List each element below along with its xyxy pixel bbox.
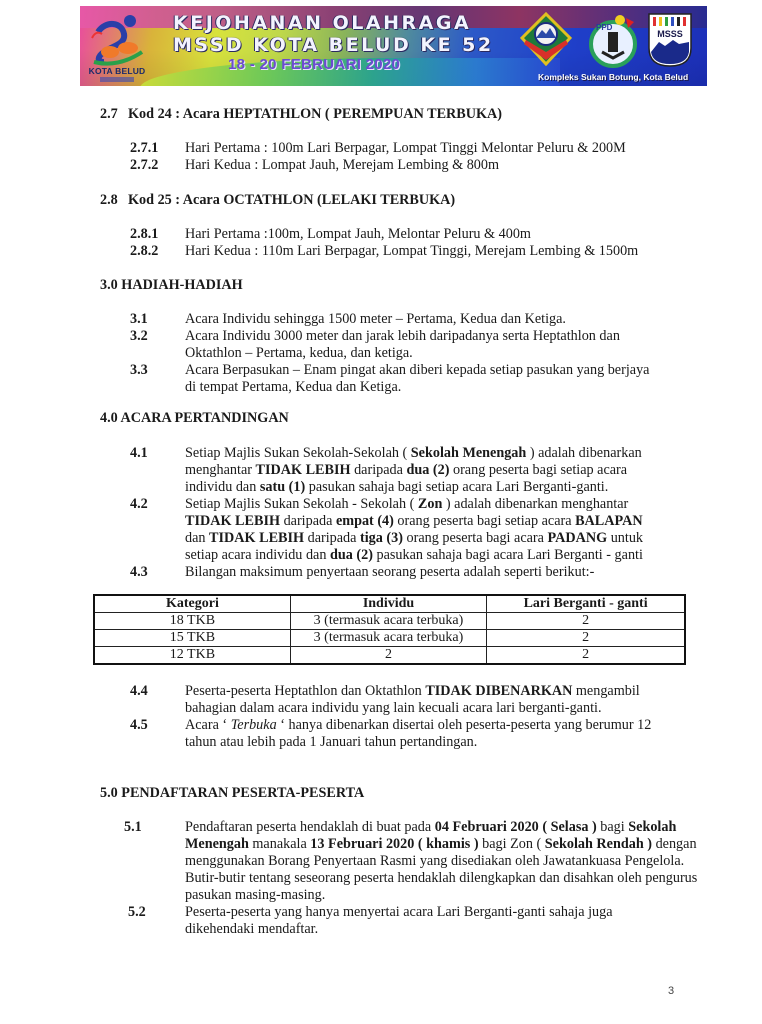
column-header-kategori: Kategori — [94, 595, 290, 613]
column-header-individu: Individu — [290, 595, 486, 613]
item-text: Peserta-peserta Heptathlon dan Oktathlon TIDAK DIBENARKAN mengambil bahagian dalam acara individu yang lain kecuali acara lari berganti-ganti. — [185, 683, 640, 716]
column-header-lari-berganti: Lari Berganti - ganti — [487, 595, 685, 613]
section-number: 2.8 — [100, 192, 118, 208]
item-number: 2.7.1 — [130, 140, 159, 156]
section-heading-2-7 — [100, 106, 502, 123]
table-cell: 12 TKB — [94, 647, 290, 665]
logo-subcaption — [100, 77, 134, 82]
item-text: Hari Kedua : 110m Lari Berpagar, Lompat Tinggi, Merejam Lembing & 1500m — [185, 243, 639, 259]
item-number: 3.2 — [130, 328, 148, 344]
item-text: Acara Individu 3000 meter dan jarak lebih daripadanya serta Heptathlon dan Oktathlon – Pertama, kedua, dan ketiga. — [185, 328, 620, 361]
svg-text:MSSS: MSSS — [657, 29, 683, 39]
table-cell: 2 — [487, 613, 685, 630]
banner-title-line1: KEJOHANAN OLAHRAGA — [173, 12, 472, 34]
table-cell: 15 TKB — [94, 630, 290, 647]
item-text: Hari Pertama : 100m Lari Berpagar, Lompat Tinggi Melontar Peluru & 200M — [185, 140, 626, 156]
item-text: Setiap Majlis Sukan Sekolah-Sekolah ( Sekolah Menengah ) adalah dibenarkan menghantar TIDAK LEBIH daripada dua (2) orang peserta bagi setiap acara individu dan satu (1) pasukan sahaja bagi setiap acara Lari Berganti-ganti. — [185, 445, 642, 495]
table-row — [94, 613, 685, 630]
table-cell: 2 — [487, 630, 685, 647]
item-text: Hari Kedua : Lompat Jauh, Merejam Lembing & 800m — [185, 157, 500, 173]
item-number: 5.1 — [124, 819, 142, 835]
logo-caption: KOTA BELUD — [88, 66, 146, 76]
item-text: Acara Individu sehingga 1500 meter – Pertama, Kedua dan Ketiga. — [185, 311, 566, 327]
sabah-crest-icon — [520, 12, 572, 66]
table-cell: 18 TKB — [94, 613, 290, 630]
section-number: 2.7 — [100, 106, 118, 122]
svg-text:PPD: PPD — [596, 23, 613, 32]
item-number: 3.1 — [130, 311, 148, 327]
item-number: 2.7.2 — [130, 157, 159, 173]
section-heading-5-0: 5.0 PENDAFTARAN PESERTA-PESERTA — [100, 785, 365, 801]
participation-limit-table — [93, 594, 686, 665]
table-header-row — [94, 595, 685, 613]
item-number: 2.8.1 — [130, 226, 159, 242]
table-cell: 3 (termasuk acara terbuka) — [290, 613, 486, 630]
table-cell: 2 — [487, 647, 685, 665]
section-heading-4-0: 4.0 ACARA PERTANDINGAN — [100, 410, 289, 426]
banner-venue: Kompleks Sukan Botung, Kota Belud — [538, 72, 689, 82]
item-text: Hari Pertama :100m, Lompat Jauh, Melontar Peluru & 400m — [185, 226, 531, 242]
table-cell: 3 (termasuk acara terbuka) — [290, 630, 486, 647]
event-banner — [80, 6, 707, 86]
ppd-logo-icon — [588, 12, 638, 70]
item-text: Pendaftaran peserta hendaklah di buat pada 04 Februari 2020 ( Selasa ) bagi Sekolah Menengah manakala 13 Februari 2020 ( khamis ) bagi Zon ( Sekolah Rendah ) dengan menggunakan Borang Penyertaan Rasmi yang disediakan oleh Jawatankuasa Pengelola. Butir-butir tentang seseorang peserta hendaklah dilengkapkan dan disahkan oleh pengurus pasukan masing-masing. — [185, 819, 698, 903]
item-number: 4.2 — [130, 496, 148, 512]
kota-belud-runner-logo-icon — [88, 12, 146, 66]
section-heading-2-8 — [100, 192, 455, 209]
table-cell: 2 — [290, 647, 486, 665]
msss-logo-icon — [647, 12, 693, 68]
item-text: Acara ‘ Terbuka ‘ hanya dibenarkan disertai oleh peserta-peserta yang berumur 12 tahun atau lebih pada 1 Januari tahun pertandingan. — [185, 717, 652, 750]
page-number: 3 — [668, 985, 675, 997]
item-text: Acara Berpasukan – Enam pingat akan diberi kepada setiap pasukan yang berjaya di tempat Pertama, Kedua dan Ketiga. — [185, 362, 650, 395]
item-text: Bilangan maksimum penyertaan seorang peserta adalah seperti berikut:- — [185, 564, 595, 580]
item-number: 2.8.2 — [130, 243, 159, 259]
item-number: 3.3 — [130, 362, 148, 378]
banner-title-line2: MSSD KOTA BELUD KE 52 — [173, 34, 494, 56]
item-number: 5.2 — [128, 904, 146, 920]
table-row — [94, 630, 685, 647]
section-title: Kod 25 : Acara OCTATHLON (LELAKI TERBUKA) — [128, 192, 456, 208]
item-number: 4.5 — [130, 717, 148, 733]
table-row — [94, 647, 685, 665]
banner-dates: 18 - 20 FEBRUARI 2020 — [228, 56, 401, 73]
section-title: Kod 24 : Acara HEPTATHLON ( PEREMPUAN TERBUKA) — [128, 106, 502, 122]
item-number: 4.4 — [130, 683, 148, 699]
section-heading-3-0: 3.0 HADIAH-HADIAH — [100, 277, 243, 293]
item-number: 4.3 — [130, 564, 148, 580]
item-number: 4.1 — [130, 445, 148, 461]
item-text: Peserta-peserta yang hanya menyertai acara Lari Berganti-ganti sahaja juga dikehendaki mendaftar. — [185, 904, 613, 937]
item-text: Setiap Majlis Sukan Sekolah - Sekolah ( Zon ) adalah dibenarkan menghantar TIDAK LEBIH daripada empat (4) orang peserta bagi setiap acara BALAPAN dan TIDAK LEBIH daripada tiga (3) orang peserta bagi acara PADANG untuk setiap acara individu dan dua (2) pasukan sahaja bagi acara Lari Berganti - ganti — [185, 496, 644, 563]
